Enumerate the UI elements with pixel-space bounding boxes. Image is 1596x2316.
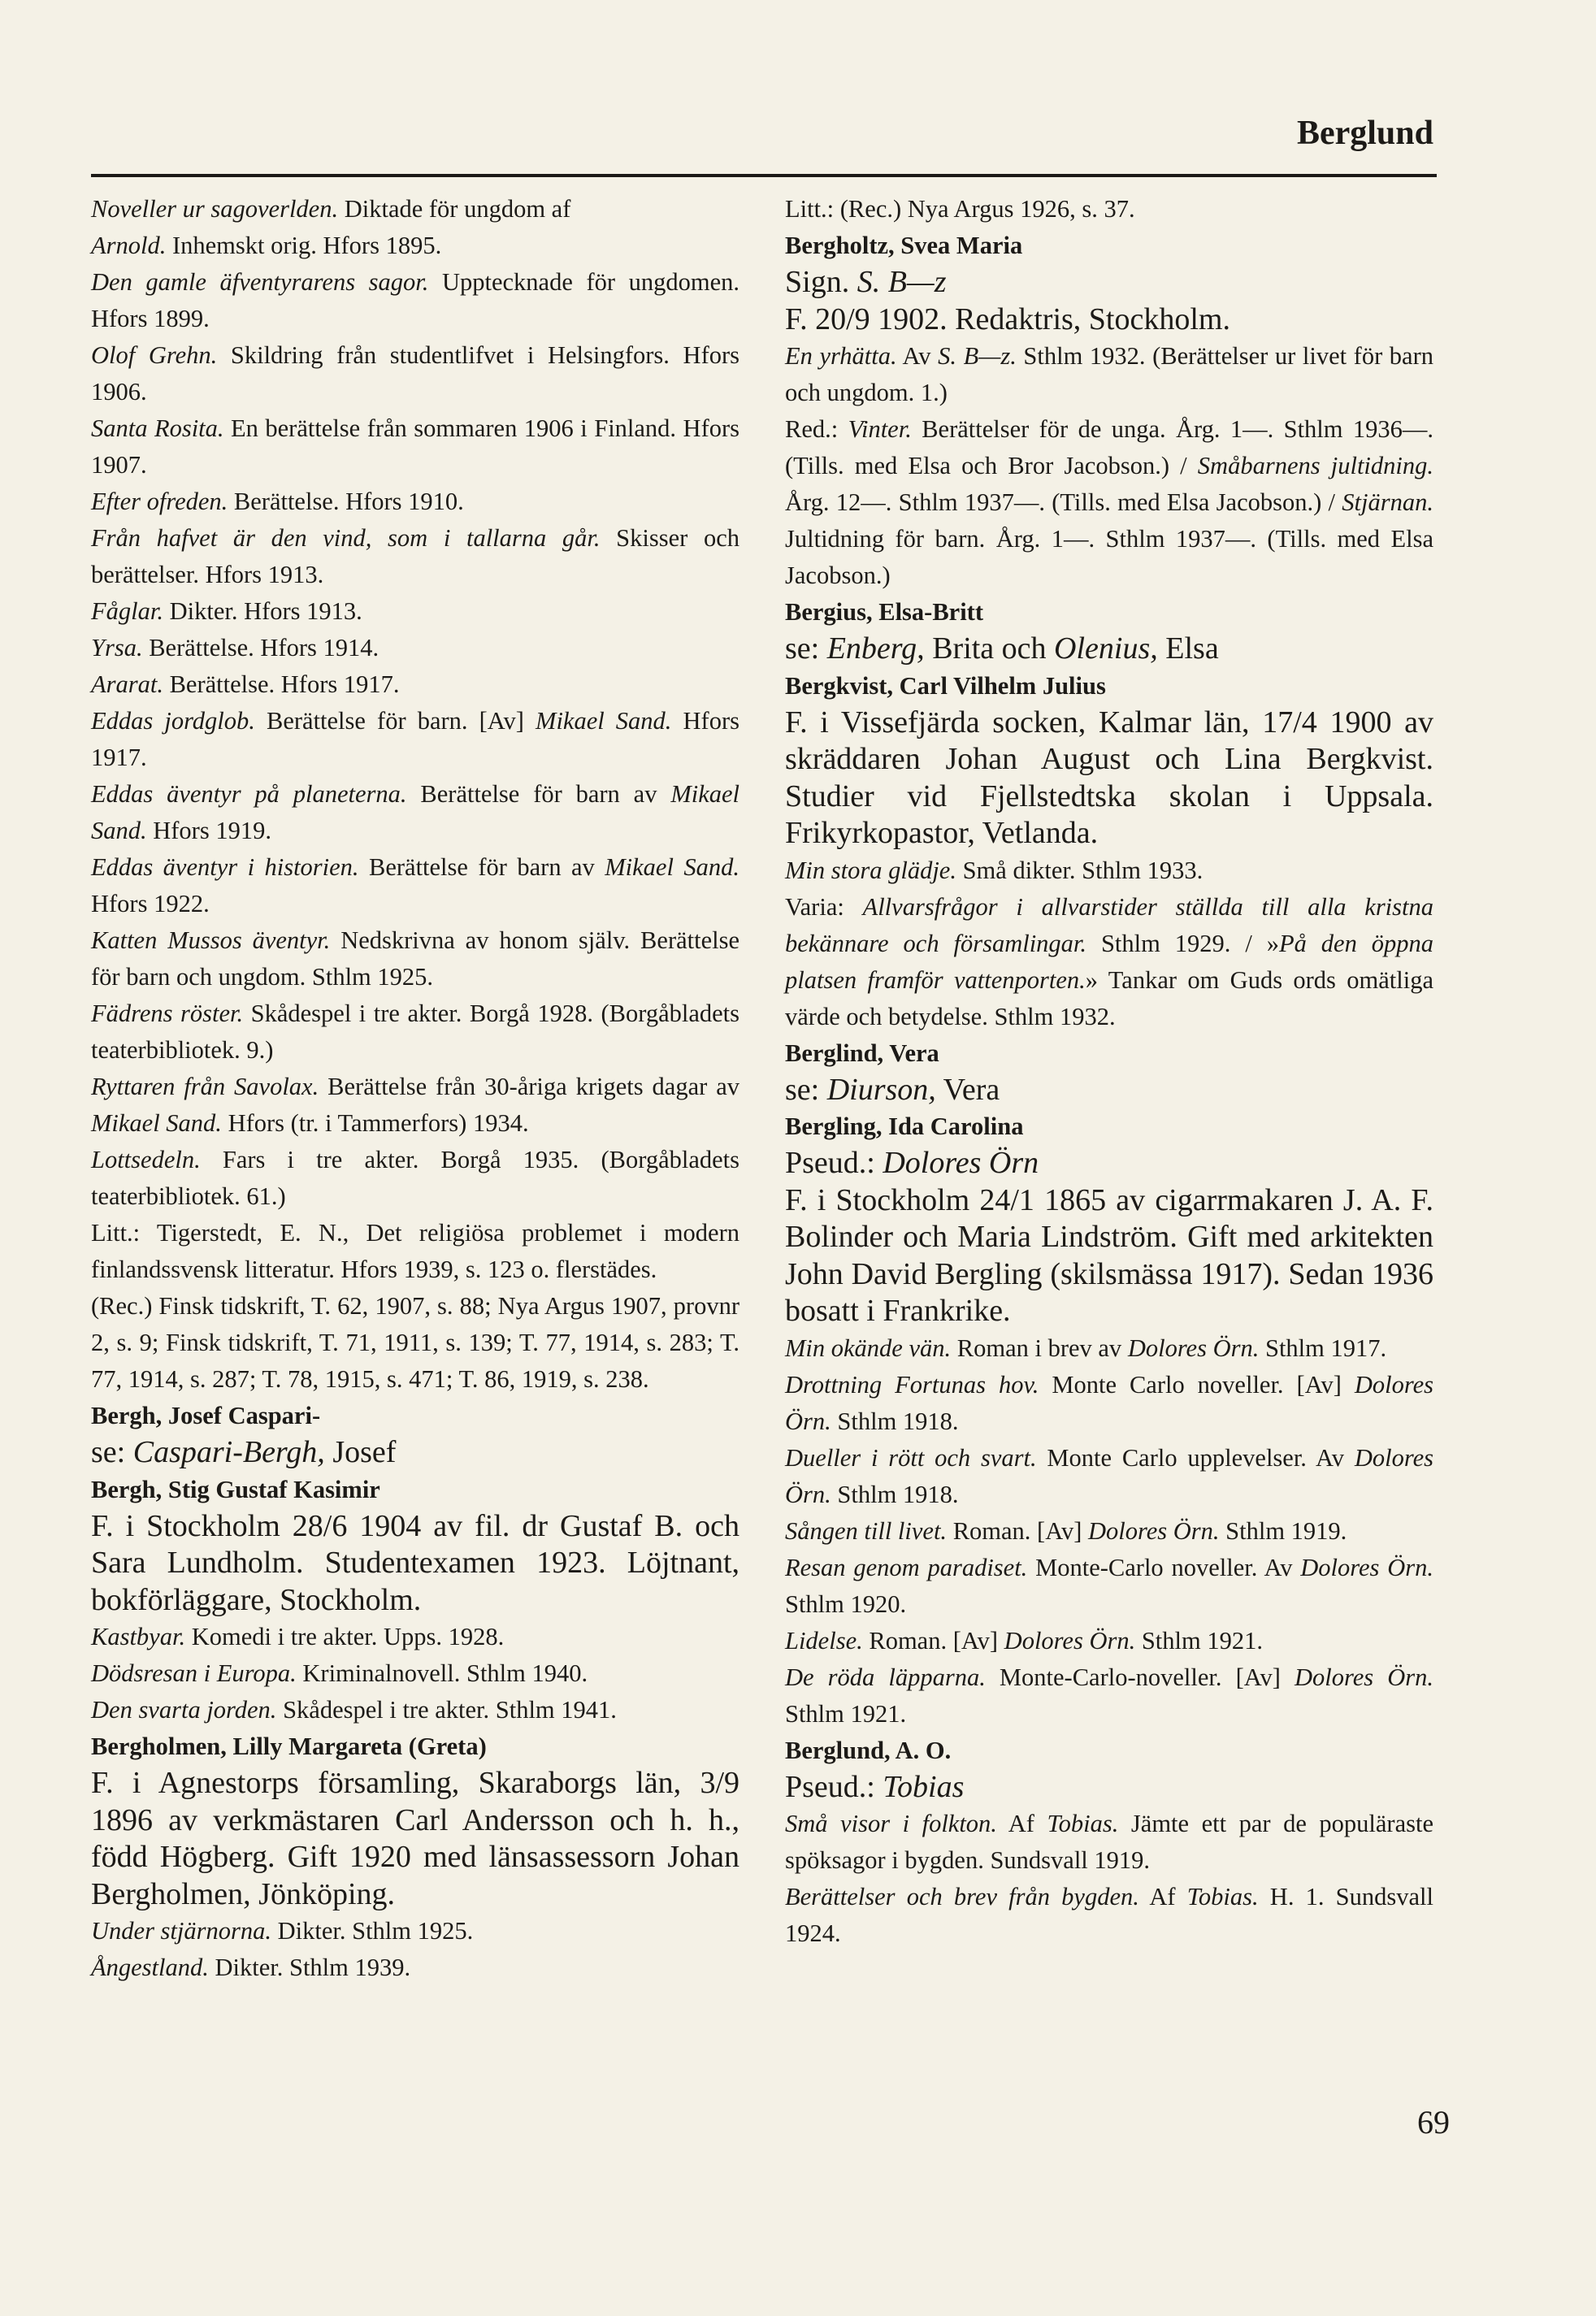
text: Sthlm 1921. [785,1699,907,1728]
italic-text: Mikael Sand. [605,853,739,881]
italic-text: De röda läpparna. [785,1663,986,1691]
bibliography-entry [91,264,739,337]
bio-paragraph [785,631,1433,668]
italic-text: Arnold. [91,232,167,259]
text: Sthlm 1918. [831,1407,959,1435]
italic-text: Min stora glädje. [785,856,956,884]
text: Jämte ett par de populäraste spöksagor i bygden. Sundsvall 1919. [785,1810,1433,1874]
text: Monte-Carlo noveller. Av [1027,1553,1301,1581]
italic-text: Enberg, [826,631,925,666]
italic-text: Småbarnens jultidning. [1197,452,1434,479]
italic-text: Dolores Örn. [785,1370,1433,1435]
text: En berättelse från sommaren 1906 i Finland. Hfors 1907. [91,414,739,479]
italic-text: Allvarsfrågor i allvarstider ställda till alla kristna bekännare och församlingar. [785,892,1434,957]
bibliography-entry [91,1692,739,1728]
text: Pseud.: [785,1769,883,1804]
text: Monte-Carlo-noveller. [Av] [985,1663,1295,1691]
text: Brita och [924,631,1055,666]
text: Fars i tre akter. Borgå 1935. (Borgåbladets teaterbibliotek. 61.) [91,1146,739,1210]
bibliography-entry [91,520,739,593]
italic-text: Dolores Örn. [785,1443,1434,1508]
bibliography-entry [91,1655,739,1692]
text: Berättelse från 30-åriga krigets dagar av [319,1073,740,1100]
text: Hfors 1917. [91,707,739,771]
text: Sthlm 1920. [785,1590,907,1618]
text: Skådespel i tre akter. Borgå 1928. (Borgåbladets teaterbibliotek. 9.) [91,1000,739,1064]
bibliography-entry [91,703,739,776]
italic-text: Olenius, [1054,631,1158,666]
entry-heading [91,1728,739,1765]
bibliography-entry [785,1330,1433,1367]
italic-text: Sången till livet. [785,1516,948,1545]
header-rule [91,174,1437,177]
text: se: [785,1072,827,1107]
text: Elsa [1157,631,1219,666]
text: » Tankar om Guds ords omätliga värde och betydelse. Sthlm 1932. [785,965,1433,1030]
bibliography-entry [785,1659,1433,1733]
text: Bergkvist, Carl Vilhelm Julius [785,671,1106,700]
italic-text: Santa Rosita. [91,414,224,442]
text: Sthlm 1917. [1259,1334,1387,1362]
text: Berglind, Vera [785,1039,939,1067]
text: F. i Vissefjärda socken, Kalmar län, 17/4 1900 av skräddaren Johan August och Lina Bergkvist. Studier vid Fjellstedtska skolan i Uppsala. Frikyrkopastor, Vetlanda. [785,705,1433,850]
text: Roman. [Av] [862,1626,1004,1655]
text: Monte Carlo upplevelser. Av [1036,1443,1355,1472]
italic-text: Små visor i folkton. [785,1810,997,1837]
italic-text: Tobias. [1186,1883,1259,1910]
italic-text: Katten Mussos äventyr. [91,926,331,954]
entry-heading [785,1733,1433,1769]
bibliography-entry [91,630,739,666]
italic-text: Dueller i rött och svart. [785,1443,1037,1472]
bio-paragraph [785,264,1433,301]
text: Dikter. Sthlm 1939. [208,1954,411,1981]
entry-heading [785,668,1433,705]
bio-paragraph [785,1769,1433,1806]
italic-text: Den gamle äfventyrarens sagor. [91,268,429,296]
text: Sign. [785,265,857,299]
italic-text: Dolores Örn. [1127,1334,1260,1362]
bibliography-entry [91,1950,739,1986]
text: Bergholtz, Svea Maria [785,232,1023,259]
bio-paragraph [785,1145,1433,1182]
italic-text: Yrsa. [91,634,143,661]
italic-text: Dolores Örn. [1088,1516,1220,1545]
bibliography-entry [785,1550,1433,1623]
bio-paragraph [785,1072,1433,1109]
italic-text: Kastbyar. [91,1623,186,1650]
text: Monte Carlo noveller. [Av] [1039,1370,1355,1399]
italic-text: Caspari-Bergh, [132,1435,325,1469]
text: Sthlm 1929. / » [1086,929,1279,957]
bibliography-entry [785,1440,1433,1513]
italic-text: Tobias [883,1769,965,1804]
bibliography-entry [91,666,739,703]
text: Dikter. Hfors 1913. [163,597,362,625]
text: Af [996,1810,1047,1837]
italic-text: Resan genom paradiset. [785,1553,1028,1581]
text: Hfors (tr. i Tammerfors) 1934. [221,1109,529,1137]
bibliography-entry [91,337,739,410]
bibliography-entry [91,776,739,849]
text: Upptecknade för ungdomen. Hfors 1899. [91,268,739,332]
italic-text: Eddas äventyr på planeterna. [91,780,407,808]
text: Berättelse för barn. [Av] [254,707,536,735]
text: Av [896,342,939,370]
bibliography-entry [785,191,1433,228]
bibliography-entry [785,338,1433,411]
bibliography-entry [91,1913,739,1950]
text: Berättelse. Hfors 1910. [228,488,464,515]
text: Litt.: (Rec.) Nya Argus 1926, s. 37. [785,195,1135,223]
text: F. i Stockholm 24/1 1865 av cigarrmakaren J. A. F. Bolinder och Maria Lindström. Gift med arkitekten John David Bergling (skilsmässa 1917). Sedan 1936 bosatt i Frankrike. [785,1182,1433,1328]
bibliography-entry [785,889,1433,1035]
bibliography-entry [785,1806,1433,1879]
bibliography-entry [785,411,1433,594]
text: Bergling, Ida Carolina [785,1112,1024,1140]
text: Roman i brev av [951,1334,1128,1362]
italic-text: Drottning Fortunas hov. [785,1370,1039,1399]
text: Hfors 1922. [91,890,210,917]
text: se: [785,631,827,666]
bibliography-entry [91,1288,739,1398]
text: Kriminalnovell. Sthlm 1940. [296,1659,588,1687]
bibliography-entry [91,1215,739,1288]
text: Vera [935,1072,1000,1107]
text: Berättelse. Hfors 1914. [142,634,379,661]
italic-text: Diurson, [826,1072,936,1107]
entry-heading [91,1472,739,1508]
text: Berättelse för barn av [358,853,605,881]
italic-text: Vinter. [848,415,912,443]
italic-text: Tobias. [1047,1810,1119,1837]
italic-text: Lidelse. [785,1626,863,1655]
text: Pseud.: [785,1146,883,1180]
bibliography-entry [785,1623,1433,1659]
bio-paragraph [785,1182,1433,1330]
italic-text: Dödsresan i Europa. [91,1659,297,1687]
text: Bergh, Josef Caspari- [91,1402,321,1429]
bibliography-entry [91,1069,739,1142]
text: Årg. 12—. Sthlm 1937—. (Tills. med Elsa Jacobson.) / [785,488,1342,516]
text: Roman. [Av] [947,1516,1088,1545]
entry-heading [785,228,1433,264]
bibliography-entry [91,922,739,995]
bio-paragraph [91,1765,739,1913]
italic-text: Olof Grehn. [91,341,218,369]
text: se: [91,1435,133,1469]
text: Berglund, A. O. [785,1736,952,1764]
text: Af [1138,1883,1187,1910]
italic-text: Från hafvet är den vind, som i tallarna går. [91,524,601,552]
page-number: 69 [1417,2104,1450,2140]
entry-heading [785,1035,1433,1072]
text: Skådespel i tre akter. Sthlm 1941. [276,1696,617,1724]
entry-heading [785,1108,1433,1145]
left-column [91,191,739,1986]
italic-text: På den öppna platsen framför vattenporten. [785,929,1434,994]
italic-text: Mikael Sand. [91,1109,222,1137]
italic-text: S. B—z [857,265,947,299]
italic-text: Mikael Sand. [536,707,672,735]
italic-text: Mikael Sand. [91,780,739,844]
text: Dikter. Sthlm 1925. [271,1917,474,1945]
italic-text: Efter ofreden. [91,488,228,515]
text: Komedi i tre akter. Upps. 1928. [185,1623,505,1650]
right-column [785,191,1433,1952]
text: Litt.: Tigerstedt, E. N., Det religiösa problemet i modern finlandssvensk litteratur. Hfors 1939, s. 123 o. flerstädes. [91,1219,739,1283]
italic-text: En yrhätta. [785,342,897,370]
bibliography-entry [91,849,739,922]
italic-text: Dolores Örn. [1300,1553,1433,1581]
text: Berättelse. Hfors 1917. [163,670,400,698]
text: Bergius, Elsa-Britt [785,598,983,626]
text: Berättelse för barn av [406,780,671,808]
text: Hfors 1919. [146,817,271,844]
entry-heading [785,594,1433,631]
text: Skildring från studentlifvet i Helsingfors. Hfors 1906. [91,341,740,406]
italic-text: Eddas äventyr i historien. [91,853,359,881]
bibliography-entry [91,1619,739,1655]
text: Bergholmen, Lilly Margareta (Greta) [91,1733,487,1760]
text: Sthlm 1919. [1219,1516,1347,1545]
text: F. 20/9 1902. Redaktris, Stockholm. [785,301,1230,336]
running-head: Berglund [1296,115,1433,152]
italic-text: Ararat. [91,670,163,698]
bibliography-entry [91,228,739,264]
italic-text: Ångestland. [91,1954,209,1981]
italic-text: Ryttaren från Savolax. [91,1073,319,1100]
bibliography-entry [91,410,739,484]
text: F. i Agnestorps församling, Skaraborgs län, 3/9 1896 av verkmästaren Carl Andersson och h. h., född Högberg. Gift 1920 med länsassessorn Johan Bergholmen, Jönköping. [91,1766,739,1911]
text: Sthlm 1932. (Berättelser ur livet för barn och ungdom. 1.) [785,342,1433,406]
text: Josef [324,1435,397,1469]
text: Inhemskt orig. Hfors 1895. [166,232,442,259]
entry-heading [91,1398,739,1434]
italic-text: Eddas jordglob. [91,707,255,735]
text: Varia: [785,892,863,921]
italic-text: Dolores Örn [883,1146,1039,1180]
bibliography-entry [91,1142,739,1215]
bibliography-entry [91,191,739,228]
bibliography-entry [785,1513,1433,1550]
text: Små dikter. Sthlm 1933. [956,856,1204,884]
bio-paragraph [91,1434,739,1472]
italic-text: Den svarta jorden. [91,1696,277,1724]
italic-text: Noveller ur sagoverlden. [91,195,339,223]
bibliography-entry [91,593,739,630]
italic-text: S. B—z. [938,342,1017,370]
text: Berättelser för de unga. Årg. 1—. Sthlm 1936—. (Tills. med Elsa och Bror Jacobson.) / [785,415,1433,479]
bio-paragraph [785,301,1433,339]
italic-text: Lottsedeln. [91,1146,201,1173]
text: H. 1. Sundsvall 1924. [785,1883,1433,1947]
text: Nedskrivna av honom själv. Berättelse för barn och ungdom. Sthlm 1925. [91,926,739,991]
bibliography-entry [785,852,1433,889]
text: (Rec.) Finsk tidskrift, T. 62, 1907, s. 88; Nya Argus 1907, provnr 2, s. 9; Finsk tidskrift, T. 71, 1911, s. 139; T. 77, 1914, s. 283; T. 77, 1914, s. 287; T. 78, 1915, s. 471; T. 86, 1919, s. 238. [91,1292,739,1393]
italic-text: Under stjärnorna. [91,1917,271,1945]
text: Red.: [785,415,848,443]
bibliography-entry [785,1879,1433,1952]
text: F. i Stockholm 28/6 1904 av fil. dr Gustaf B. och Sara Lundholm. Studentexamen 1923. Löjtnant, bokförläggare, Stockholm. [91,1508,739,1617]
italic-text: Fädrens röster. [91,1000,244,1027]
bio-paragraph [91,1508,739,1620]
bibliography-entry [785,1367,1433,1440]
italic-text: Min okände vän. [785,1334,952,1362]
bibliography-entry [91,995,739,1069]
italic-text: Dolores Örn. [1004,1626,1136,1655]
bibliography-entry [91,484,739,520]
text: Sthlm 1918. [831,1480,959,1508]
text: Skisser och berättelser. Hfors 1913. [91,524,739,588]
italic-text: Dolores Örn. [1295,1663,1434,1691]
text: Sthlm 1921. [1135,1626,1263,1655]
italic-text: Stjärnan. [1342,488,1433,516]
text: Jultidning för barn. Årg. 1—. Sthlm 1937—. (Tills. med Elsa Jacobson.) [785,525,1433,589]
bio-paragraph [785,705,1433,852]
text: Bergh, Stig Gustaf Kasimir [91,1475,380,1503]
italic-text: Fåglar. [91,597,163,625]
text: Diktade för ungdom af [338,195,571,223]
italic-text: Berättelser och brev från bygden. [785,1883,1139,1910]
